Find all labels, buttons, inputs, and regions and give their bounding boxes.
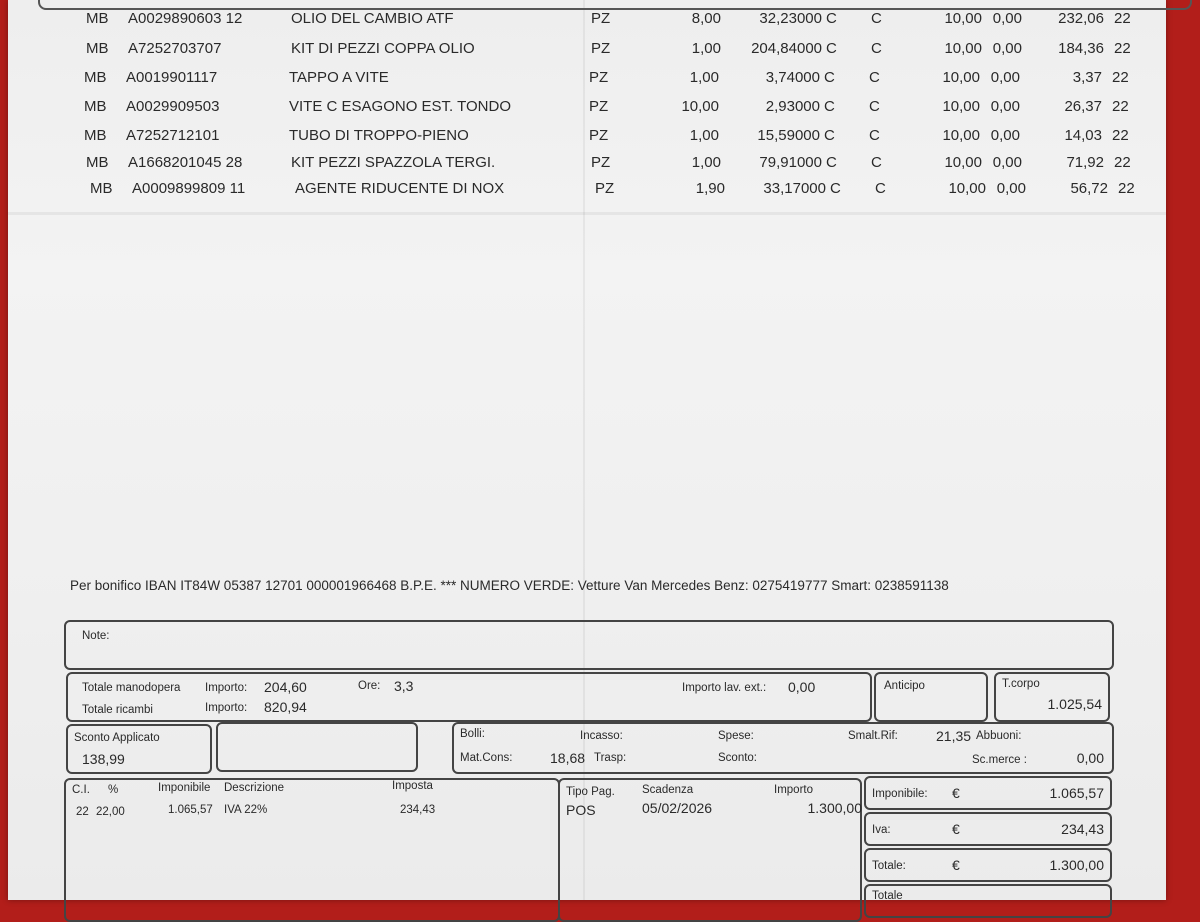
line-unit: PZ [589,69,609,86]
line-flag-2: C [871,10,882,27]
totale-extra-box [864,884,1112,918]
payment-box [558,778,862,922]
imponibile-total-box [864,776,1112,810]
line-discount-2: 0,00 [990,69,1020,86]
line-unit-price: 79,91000 [759,154,822,171]
line-unit: PZ [591,40,611,57]
currency-symbol: € [952,785,960,801]
labor-hours-label: Ore: [358,680,381,692]
line-flag-2: C [871,40,882,57]
grand-total-label: Totale: [872,860,906,872]
line-discount-pct: 10,00 [948,180,986,197]
vat-imponibile-header: Imponibile [158,782,211,794]
labor-hours-value: 3,3 [394,678,414,694]
line-unit-price: 3,74000 [765,69,820,86]
trasp-label: Trasp: [594,752,627,764]
line-flag-1: C [824,69,835,86]
line-part-code: A7252703707 [128,40,222,57]
currency-symbol: € [952,857,960,873]
line-unit: PZ [589,127,609,144]
line-quantity: 10,00 [681,98,719,115]
line-quantity: 1,00 [691,40,721,57]
invoice-paper [8,0,1166,900]
line-description: AGENTE RIDUCENTE DI NOX [295,180,505,197]
line-description: TUBO DI TROPPO-PIENO [289,127,469,144]
line-discount-pct: 10,00 [944,154,982,171]
line-item-row [86,154,1156,178]
header-frame [38,0,1192,10]
line-amount: 3,37 [1072,69,1102,86]
payment-type: POS [566,802,596,818]
vat-tax-header: Imposta [392,780,433,792]
sconto-box [66,724,212,774]
line-brand: MB [84,69,107,86]
labor-parts-box [66,672,872,722]
line-quantity: 8,00 [691,10,721,27]
mat-cons-value: 18,68 [550,750,586,766]
grand-total-box [864,848,1112,882]
line-unit: PZ [591,154,611,171]
line-flag-1: C [824,127,835,144]
incasso-label: Incasso: [580,730,623,742]
line-unit-price: 2,93000 [765,98,820,115]
fold-line-horizontal [8,212,1166,215]
misc-charges-box [452,722,1114,774]
labor-importo-value: 204,60 [264,679,307,695]
line-vat-code: 22 [1112,69,1129,86]
payment-due-header: Scadenza [642,784,694,796]
line-discount-pct: 10,00 [944,40,982,57]
line-flag-2: C [875,180,886,197]
line-item-row [90,180,1160,204]
line-discount-2: 0,00 [990,98,1020,115]
line-unit-price: 204,84000 [751,40,822,57]
ext-work-value: 0,00 [788,679,816,695]
scmerce-label: Sc.merce : [972,754,1027,766]
line-item-row [86,10,1156,34]
line-part-code: A0019901117 [126,69,218,86]
iva-total-label: Iva: [872,824,891,836]
line-flag-1: C [826,154,837,171]
line-part-code: A7252712101 [126,127,220,144]
line-discount-pct: 10,00 [942,69,980,86]
line-discount-2: 0,00 [996,180,1026,197]
payment-amount: 1.300,00 [807,800,862,816]
line-unit: PZ [591,10,611,27]
line-quantity: 1,00 [689,69,719,86]
line-description: KIT PEZZI SPAZZOLA TERGI. [291,154,496,171]
line-discount-2: 0,00 [990,127,1020,144]
vat-tax: 234,43 [400,804,436,816]
line-unit-price: 32,23000 [759,10,822,27]
line-discount-pct: 10,00 [942,98,980,115]
line-item-row [84,98,1154,122]
line-discount-2: 0,00 [992,154,1022,171]
bolli-label: Bolli: [460,728,485,740]
line-flag-1: C [824,98,835,115]
iva-total-value: 234,43 [1061,821,1104,837]
line-part-code: A0029890603 12 [128,10,243,27]
parts-importo-value: 820,94 [264,699,307,715]
vat-imponibile: 1.065,57 [168,804,213,816]
line-part-code: A1668201045 28 [128,154,243,171]
sconto-value: 138,99 [82,751,125,767]
tcorpo-label: T.corpo [1002,678,1040,690]
line-vat-code: 22 [1114,10,1131,27]
abbuoni-label: Abbuoni: [976,730,1022,742]
ext-work-label: Importo lav. ext.: [682,682,767,694]
line-brand: MB [86,10,109,27]
note-label: Note: [82,630,110,642]
vat-pct: 22,00 [96,806,125,818]
line-flag-2: C [869,127,880,144]
vat-summary-box [64,778,560,922]
line-discount-pct: 10,00 [942,127,980,144]
line-description: TAPPO A VITE [289,69,389,86]
currency-symbol: € [952,821,960,837]
sconto-misc-label: Sconto: [718,752,757,764]
payment-type-header: Tipo Pag. [566,786,615,798]
line-vat-code: 22 [1118,180,1135,197]
line-description: KIT DI PEZZI COPPA OLIO [291,40,475,57]
line-brand: MB [90,180,113,197]
vat-ci-header: C.I. [72,784,90,796]
line-quantity: 1,00 [689,127,719,144]
line-flag-1: C [826,40,837,57]
line-flag-1: C [826,10,837,27]
mat-cons-label: Mat.Cons: [460,752,513,764]
line-quantity: 1,00 [691,154,721,171]
parts-label: Totale ricambi [82,704,153,716]
iva-total-box [864,812,1112,846]
scmerce-value: 0,00 [1076,750,1104,766]
anticipo-label: Anticipo [884,680,925,692]
line-quantity: 1,90 [695,180,725,197]
note-box [64,620,1114,670]
anticipo-box [874,672,988,722]
line-flag-2: C [871,154,882,171]
line-brand: MB [86,40,109,57]
line-unit: PZ [589,98,609,115]
vat-desc: IVA 22% [224,804,268,816]
iban-line: Per bonifico IBAN IT84W 05387 12701 000001966468 B.P.E. *** NUMERO VERDE: Vetture Van Mercedes Benz: 0275419777 Smart: 0238591138 [70,578,949,593]
line-amount: 71,92 [1066,154,1104,171]
payment-due: 05/02/2026 [642,800,713,816]
line-part-code: A0009899809 11 [132,180,246,197]
line-amount: 232,06 [1058,10,1104,27]
line-vat-code: 22 [1114,40,1131,57]
line-description: OLIO DEL CAMBIO ATF [291,10,454,27]
line-unit-price: 15,59000 [757,127,820,144]
line-discount-pct: 10,00 [944,10,982,27]
line-vat-code: 22 [1112,98,1129,115]
line-unit: PZ [595,180,615,197]
line-description: VITE C ESAGONO EST. TONDO [289,98,511,115]
payment-amount-header: Importo [774,784,813,796]
line-part-code: A0029909503 [126,98,220,115]
line-amount: 26,37 [1064,98,1102,115]
smalt-label: Smalt.Rif: [848,730,898,742]
line-flag-2: C [869,69,880,86]
line-vat-code: 22 [1112,127,1129,144]
imponibile-total-value: 1.065,57 [1049,785,1104,801]
line-item-row [86,40,1156,64]
vat-pct-header: % [108,784,119,796]
vat-ci: 22 [76,806,89,818]
totale-extra-label: Totale [872,890,903,902]
spese-label: Spese: [718,730,754,742]
line-flag-2: C [869,98,880,115]
smalt-value: 21,35 [936,728,972,744]
tcorpo-value: 1.025,54 [1047,696,1102,712]
line-amount: 14,03 [1064,127,1102,144]
line-vat-code: 22 [1114,154,1131,171]
imponibile-total-label: Imponibile: [872,788,928,800]
grand-total-value: 1.300,00 [1049,857,1104,873]
labor-importo-label: Importo: [205,682,248,694]
tcorpo-box [994,672,1110,722]
line-brand: MB [86,154,109,171]
line-item-row [84,69,1154,93]
sconto-label: Sconto Applicato [74,732,160,744]
parts-importo-label: Importo: [205,702,248,714]
vat-desc-header: Descrizione [224,782,285,794]
line-brand: MB [84,98,107,115]
line-discount-2: 0,00 [992,40,1022,57]
line-unit-price: 33,17000 [763,180,826,197]
line-discount-2: 0,00 [992,10,1022,27]
line-amount: 56,72 [1070,180,1108,197]
blank-box [216,722,418,772]
line-brand: MB [84,127,107,144]
line-item-row [84,127,1154,151]
line-amount: 184,36 [1058,40,1104,57]
line-flag-1: C [830,180,841,197]
labor-label: Totale manodopera [82,682,181,694]
